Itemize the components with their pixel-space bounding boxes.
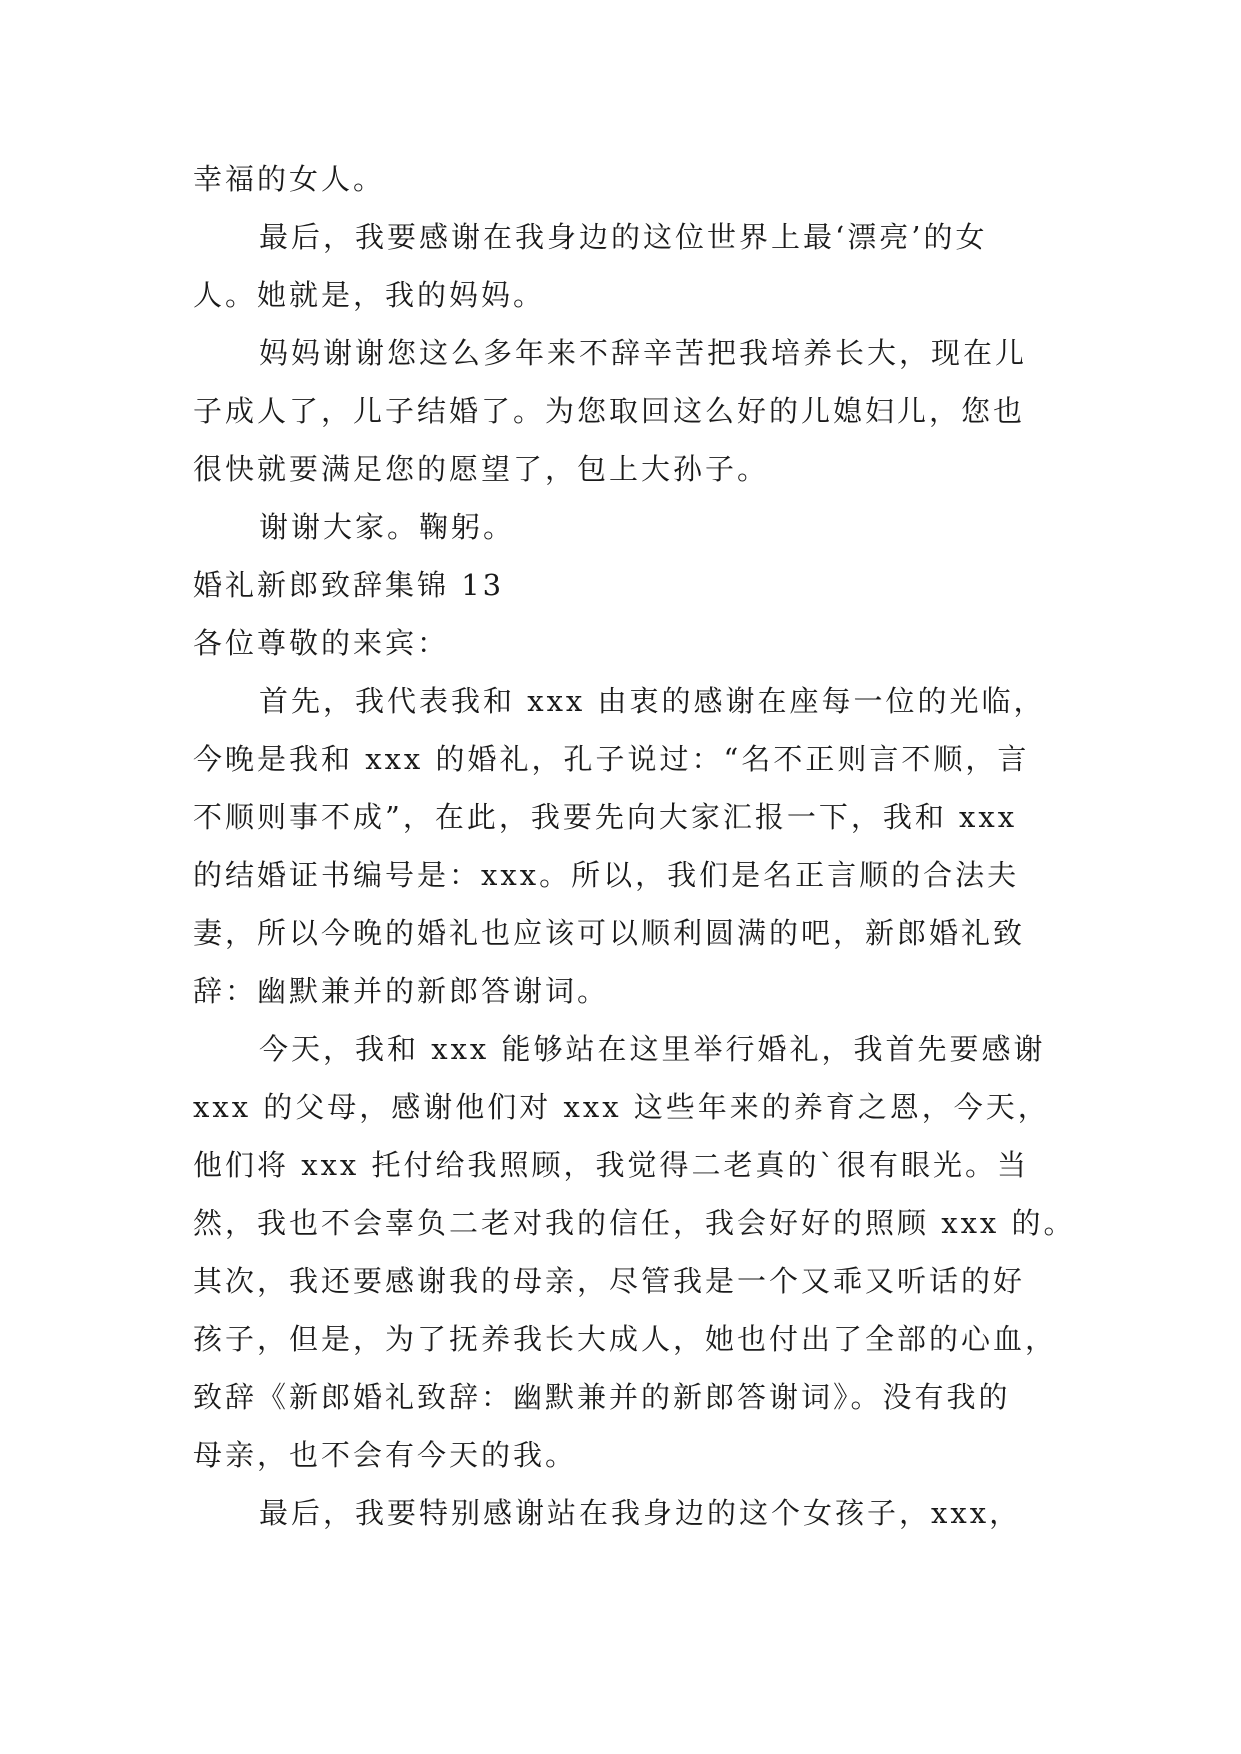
text-line: 妈妈谢谢您这么多年来不辞辛苦把我培养长大，现在儿 xyxy=(259,336,1028,370)
text-line: 最后，我要感谢在我身边的这位世界上最‘漂亮’的女 xyxy=(259,220,988,254)
text-line: 幸福的女人。 xyxy=(193,162,386,196)
text-line: 妻，所以今晚的婚礼也应该可以顺利圆满的吧，新郎婚礼致 xyxy=(193,916,1026,950)
text-line: 然，我也不会辜负二老对我的信任，我会好好的照顾 xxx 的。 xyxy=(193,1206,1076,1240)
text-line: 首先，我代表我和 xxx 由衷的感谢在座每一位的光临， xyxy=(259,684,1046,718)
section-heading: 婚礼新郎致辞集锦 13 xyxy=(193,568,505,602)
text-line: xxx 的父母，感谢他们对 xxx 这些年来的养育之恩，今天， xyxy=(193,1090,1050,1124)
text-line: 的结婚证书编号是：xxx。所以，我们是名正言顺的合法夫 xyxy=(193,858,1020,892)
text-line: 最后，我要特别感谢站在我身边的这个女孩子，xxx， xyxy=(259,1496,1022,1530)
salutation: 各位尊敬的来宾： xyxy=(193,626,450,660)
text-line: 不顺则事不成”，在此，我要先向大家汇报一下，我和 xxx xyxy=(193,800,1018,834)
text-line: 他们将 xxx 托付给我照顾，我觉得二老真的`很有眼光。当 xyxy=(193,1148,1030,1182)
text-line: 致辞《新郎婚礼致辞：幽默兼并的新郎答谢词》。没有我的 xyxy=(193,1380,1011,1414)
text-line: 其次，我还要感谢我的母亲，尽管我是一个又乖又听话的好 xyxy=(193,1264,1026,1298)
text-line: 母亲，也不会有今天的我。 xyxy=(193,1438,578,1472)
text-line: 人。她就是，我的妈妈。 xyxy=(193,278,546,312)
text-line: 子成人了，儿子结婚了。为您取回这么好的儿媳妇儿，您也 xyxy=(193,394,1026,428)
text-line: 谢谢大家。鞠躬。 xyxy=(259,510,516,544)
text-line: 今天，我和 xxx 能够站在这里举行婚礼，我首先要感谢 xyxy=(259,1032,1046,1066)
text-line: 辞：幽默兼并的新郎答谢词。 xyxy=(193,974,610,1008)
text-line: 孩子，但是，为了抚养我长大成人，她也付出了全部的心血， xyxy=(193,1322,1058,1356)
document-body xyxy=(193,150,1076,1542)
text-line: 很快就要满足您的愿望了，包上大孙子。 xyxy=(193,452,770,486)
text-line: 今晚是我和 xxx 的婚礼，孔子说过：“名不正则言不顺，言 xyxy=(193,742,1030,776)
